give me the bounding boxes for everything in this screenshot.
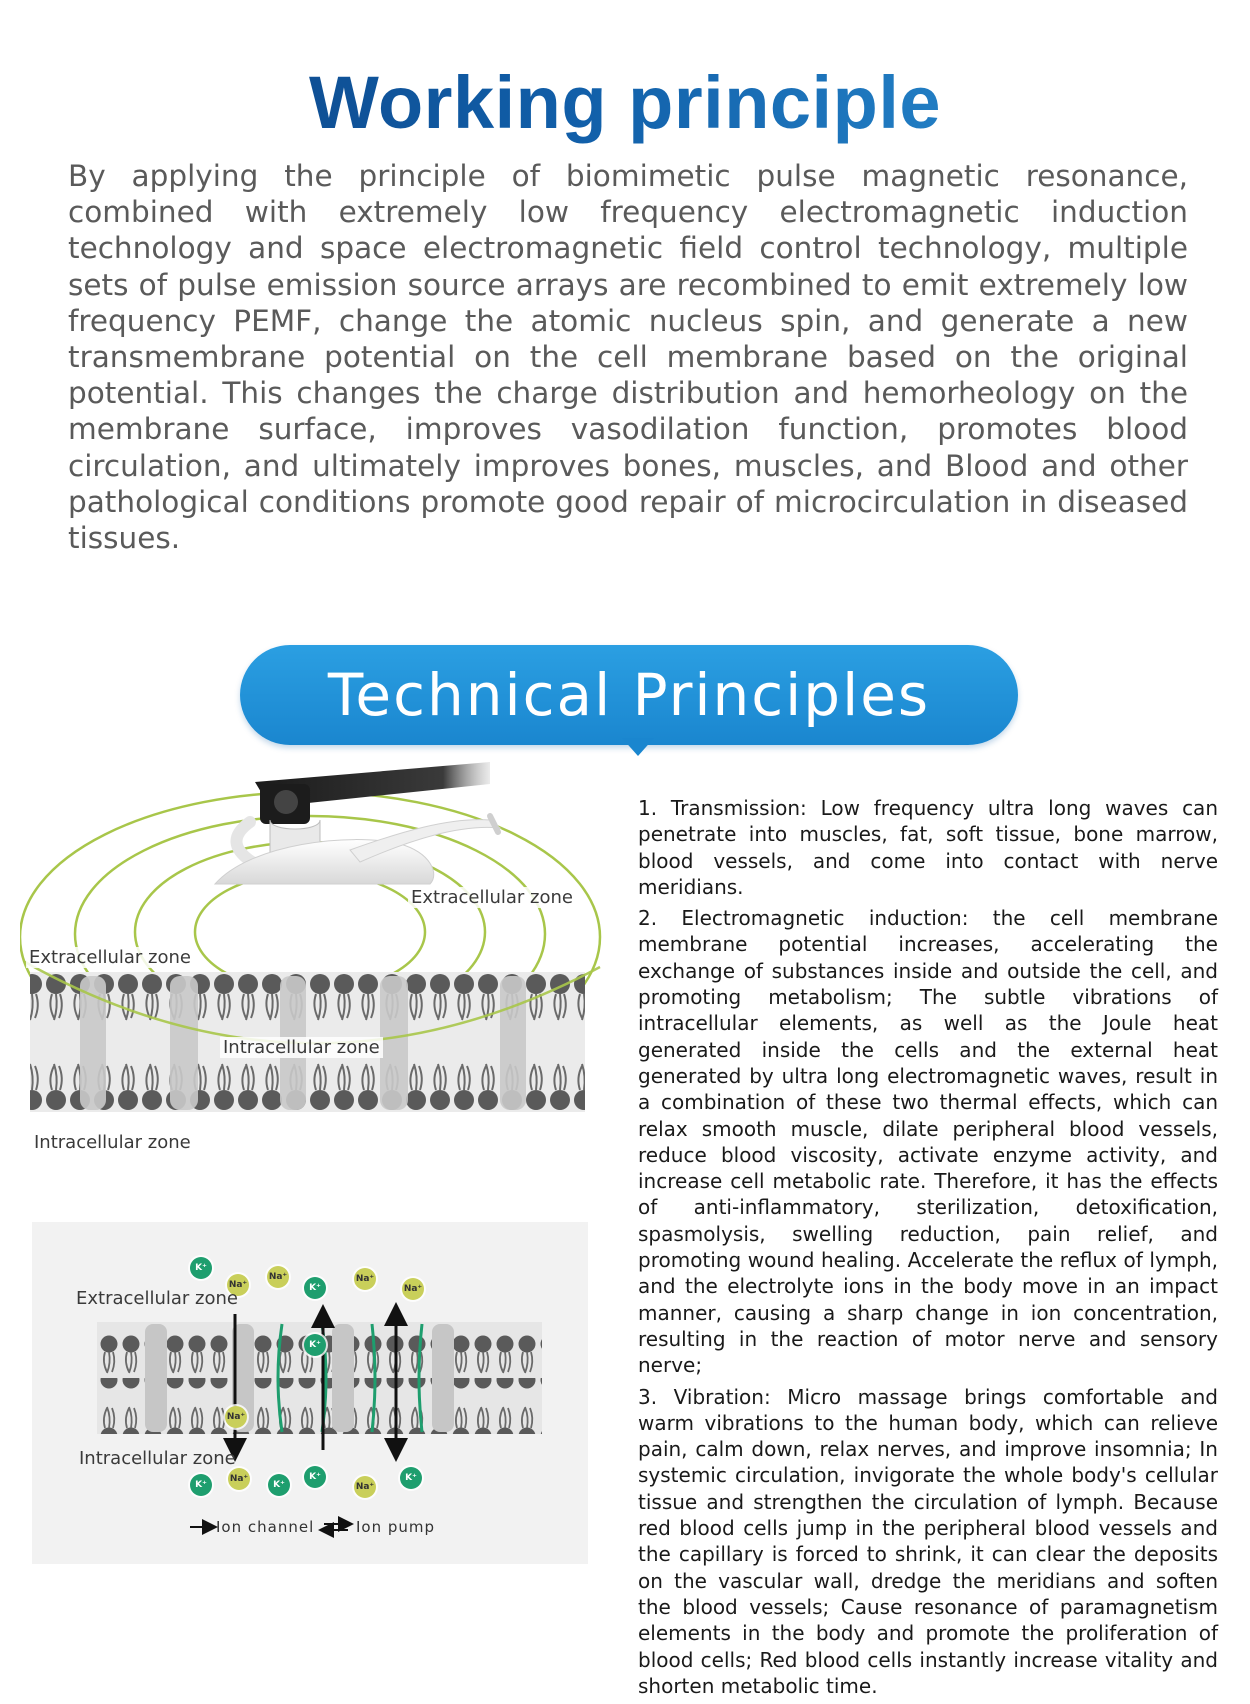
- principle-electromagnetic-induction: 2. Electromagnetic induction: the cell membrane membrane potential increases, accelerating the exchange of substances inside and outside the cell, and promoting metabolism; The subtle vibrations of intracellular elements, as well as the Joule heat generated inside the cells and the external heat generated by ultra long electromagnetic waves, result in a combination of these two thermal effects, which can relax smooth muscle, dilate peripheral blood vessels, reduce blood viscosity, activate enzyme activity, and increase cell metabolic rate. Therefore, it has the effects of anti-inflammatory, sterilization, detoxification, spasmolysis, swelling reduction, pain relief, and promoting wound healing. Accelerate the reflux of lymph, and the electrolyte ions in the body move in an impact manner, causing a sharp change in ion concentration, resulting in the reaction of motor nerve and sensory nerve;: [638, 906, 1218, 1378]
- pemf-device: [215, 762, 500, 884]
- sodium-ion: Na⁺: [354, 1268, 376, 1290]
- potassium-ion: K⁺: [190, 1257, 212, 1279]
- potassium-ion: K⁺: [304, 1334, 326, 1356]
- sodium-ion: Na⁺: [225, 1406, 247, 1428]
- potassium-ion: K⁺: [304, 1466, 326, 1488]
- legend-ion-pump: Ion pump: [356, 1518, 436, 1536]
- sodium-ion: Na⁺: [267, 1266, 289, 1288]
- sodium-ion: Na⁺: [402, 1278, 424, 1300]
- sodium-ion: Na⁺: [354, 1476, 376, 1498]
- membrane-wave-figure: [20, 762, 610, 1192]
- working-principle-body: By applying the principle of biomimetic pulse magnetic resonance, combined with extremely low frequency electromagnetic induction technology and space electromagnetic field control technology, multiple sets of pulse emission source arrays are recombined to emit extremely low frequency PEMF, change the atomic nucleus spin, and generate a new transmembrane potential on the cell membrane based on the original potential. This changes the charge distribution and hemorheology on the membrane surface, improves vasodilation function, promotes blood circulation, and ultimately improves bones, muscles, and Blood and other pathological conditions promote good repair of microcirculation in diseased tissues.: [68, 159, 1188, 556]
- principle-vibration: 3. Vibration: Micro massage brings comfortable and warm vibrations to the human body, which can relieve pain, calm down, relax nerves, and improve insomnia; In systemic circulation, invigorate the whole body's cellular tissue and strengthen the circulation of lymph. Because red blood cells jump in the peripheral blood vessels and the capillary is forced to shrink, it can clear the deposits on the vascular wall, dredge the meridians and soften the blood vessels; Cause resonance of paramagnetism elements in the body and promote the proliferation of blood cells; Red blood cells instantly increase vitality and shorten metabolic time.: [638, 1384, 1218, 1698]
- principle-transmission: 1. Transmission: Low frequency ultra long waves can penetrate into muscles, fat, soft tissue, bone marrow, blood vessels, and come into contact with nerve meridians.: [638, 796, 1218, 899]
- legend-ion-channel: Ion channel: [216, 1518, 315, 1536]
- technical-principles-banner: [240, 645, 1018, 745]
- potassium-ion: K⁺: [190, 1474, 212, 1496]
- label-extracellular: Extracellular zone: [76, 1288, 238, 1309]
- label-extracellular-top: Extracellular zone: [408, 887, 576, 908]
- potassium-ion: K⁺: [304, 1277, 326, 1299]
- label-intracellular: Intracellular zone: [79, 1448, 236, 1469]
- working-principle-title: Working principle: [0, 60, 1250, 145]
- sodium-ion: Na⁺: [227, 1274, 249, 1296]
- sodium-ion: Na⁺: [228, 1468, 250, 1490]
- potassium-ion: K⁺: [268, 1474, 290, 1496]
- label-intracellular-mid: Intracellular zone: [220, 1037, 383, 1058]
- ion-channel-illustration: [32, 1222, 588, 1564]
- membrane-wave-illustration: [20, 762, 610, 1192]
- technical-principles-title: Technical Principles: [327, 661, 931, 729]
- banner-pointer: [622, 738, 654, 756]
- label-extracellular-left: Extracellular zone: [26, 947, 194, 968]
- potassium-ion: K⁺: [400, 1467, 422, 1489]
- label-intracellular-bottom: Intracellular zone: [34, 1132, 191, 1153]
- technical-principles-text: [638, 795, 1218, 1704]
- ion-channel-figure: [32, 1222, 588, 1564]
